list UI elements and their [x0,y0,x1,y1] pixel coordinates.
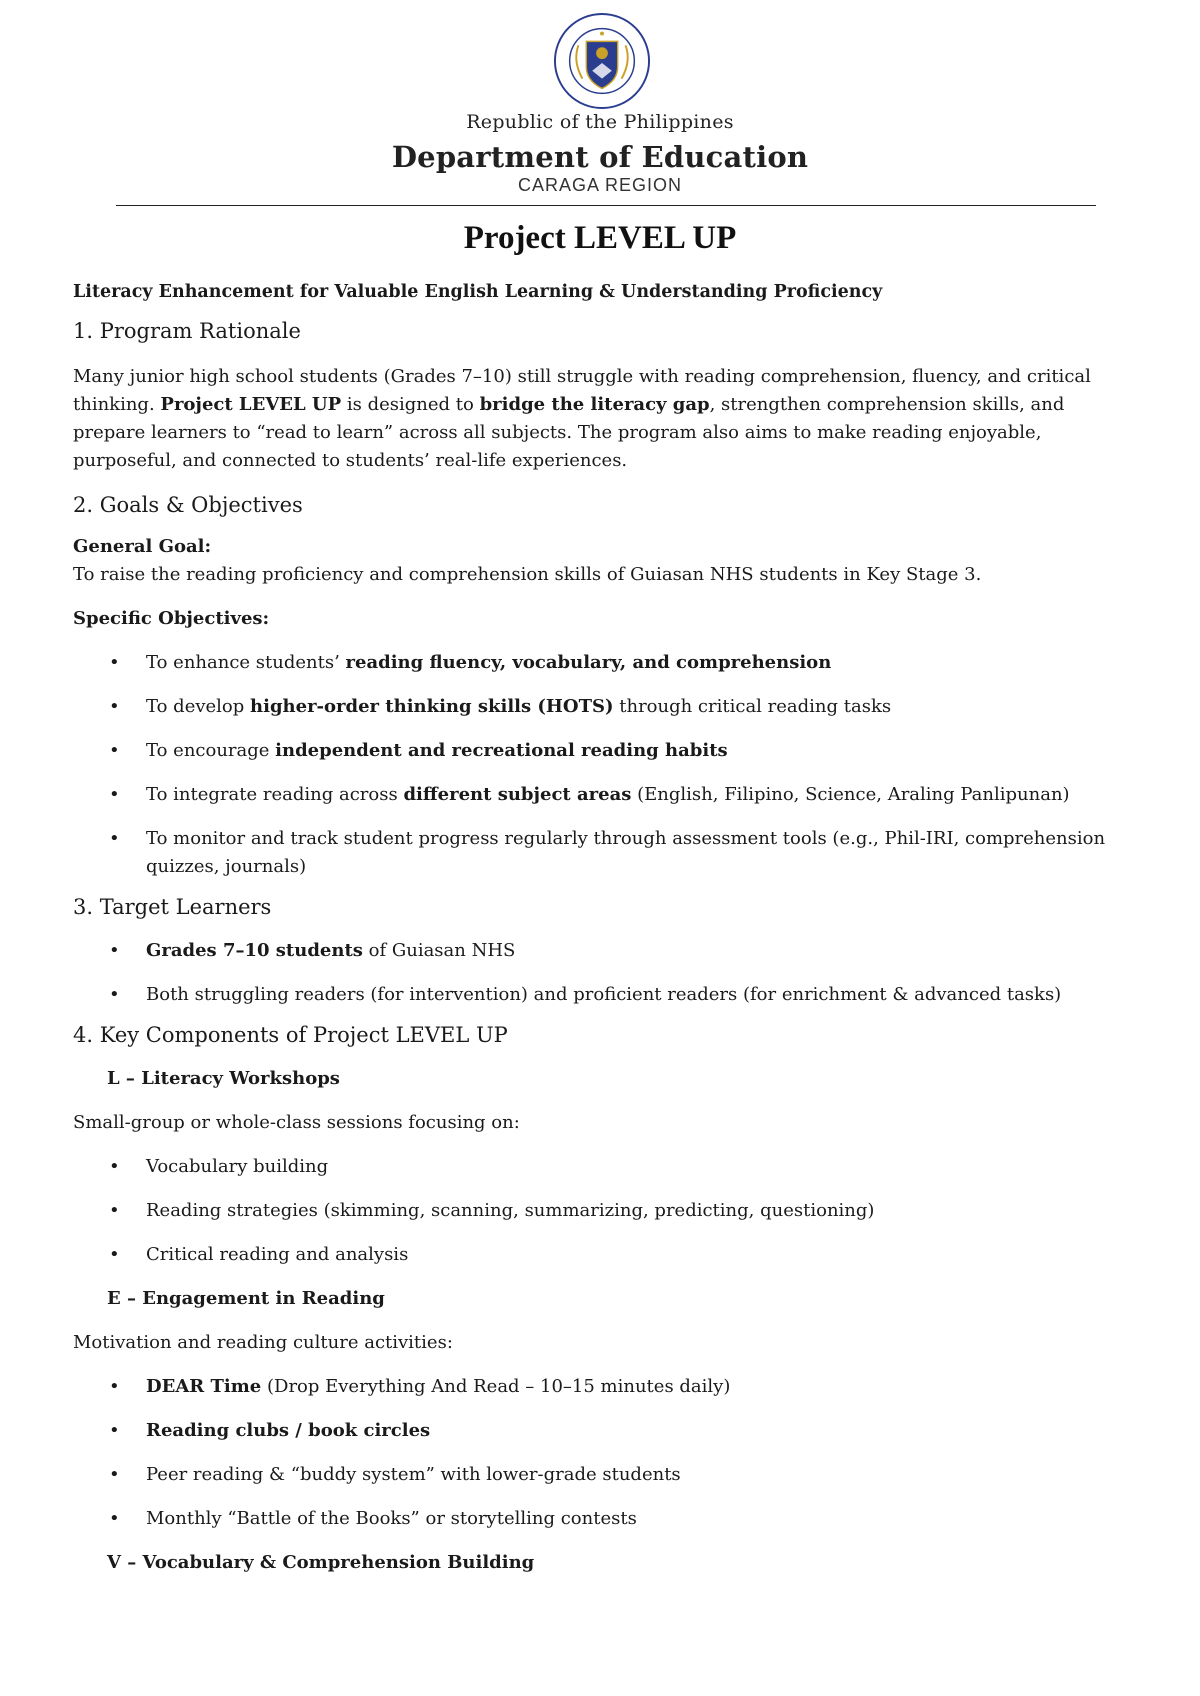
general-goal-label: General Goal: [73,536,212,557]
specific-objectives-label: Specific Objectives: [73,608,270,629]
list-item: • Peer reading & “buddy system” with lower-grade students [109,1464,681,1485]
region-name: CARAGA REGION [517,175,683,195]
republic-line: Republic of the Philippines [466,111,734,133]
list-item: • Both struggling readers (for intervention) and proficient readers (for enrichment & advanced tasks) [109,984,1062,1005]
heading-goals-objectives: 2. Goals & Objectives [73,493,303,517]
list-item: • Monthly “Battle of the Books” or storytelling contests [109,1508,637,1529]
list-item: • Reading strategies (skimming, scanning, summarizing, predicting, questioning) [109,1200,875,1221]
general-goal-text: To raise the reading proficiency and comprehension skills of Guiasan NHS students in Key Stage 3. [73,564,982,585]
list-item: • To enhance students’ reading fluency, vocabulary, and comprehension [109,652,832,673]
department-name: Department of Education [391,140,809,174]
list-item: • Reading clubs / book circles [109,1420,431,1441]
heading-target-learners: 3. Target Learners [73,895,272,919]
document-title: Project LEVEL UP [463,220,737,256]
component-l-intro: Small-group or whole-class sessions focusing on: [73,1112,520,1133]
component-e-intro: Motivation and reading culture activities: [73,1332,453,1353]
objectives-list [73,649,1133,881]
rationale-paragraph: Many junior high school students (Grades 7–10) still struggle with reading comprehension, fluency, and critical thinking. Project LEVEL UP is designed to bridge the literacy gap, strengthen comprehension skills, and prepare learners to “read to learn” across all subjects. The program also aims to make reading enjoyable, purposeful, and connected to students’ real-life experiences. [73,366,1091,471]
component-l-heading: L – Literacy Workshops [107,1068,340,1089]
list-item: • DEAR Time (Drop Everything And Read – 10–15 minutes daily) [109,1376,731,1397]
deped-seal-icon [553,12,651,110]
heading-program-rationale: 1. Program Rationale [73,319,301,343]
list-item: • Vocabulary building [109,1156,329,1177]
component-v-heading: V – Vocabulary & Comprehension Building [107,1552,535,1573]
list-item: • Grades 7–10 students of Guiasan NHS [109,940,516,961]
header-divider [116,205,1096,206]
list-item: • To monitor and track student progress regularly through assessment tools (e.g., Phil-IRI, comprehension quizzes, journals) [109,828,1106,877]
heading-key-components: 4. Key Components of Project LEVEL UP [73,1023,508,1047]
list-item: • To encourage independent and recreational reading habits [109,740,728,761]
literacy-workshops-list [73,1153,1133,1269]
document-subtitle: Literacy Enhancement for Valuable English Learning & Understanding Proficiency [73,282,883,302]
list-item: • Critical reading and analysis [109,1244,409,1265]
component-e-heading: E – Engagement in Reading [107,1288,385,1309]
target-learners-list [73,937,1133,1009]
list-item: • To integrate reading across different subject areas (English, Filipino, Science, Araling Panlipunan) [109,784,1070,805]
document-body [73,278,1133,1577]
list-item: • To develop higher-order thinking skills (HOTS) through critical reading tasks [109,696,892,717]
engagement-list [73,1373,1133,1533]
